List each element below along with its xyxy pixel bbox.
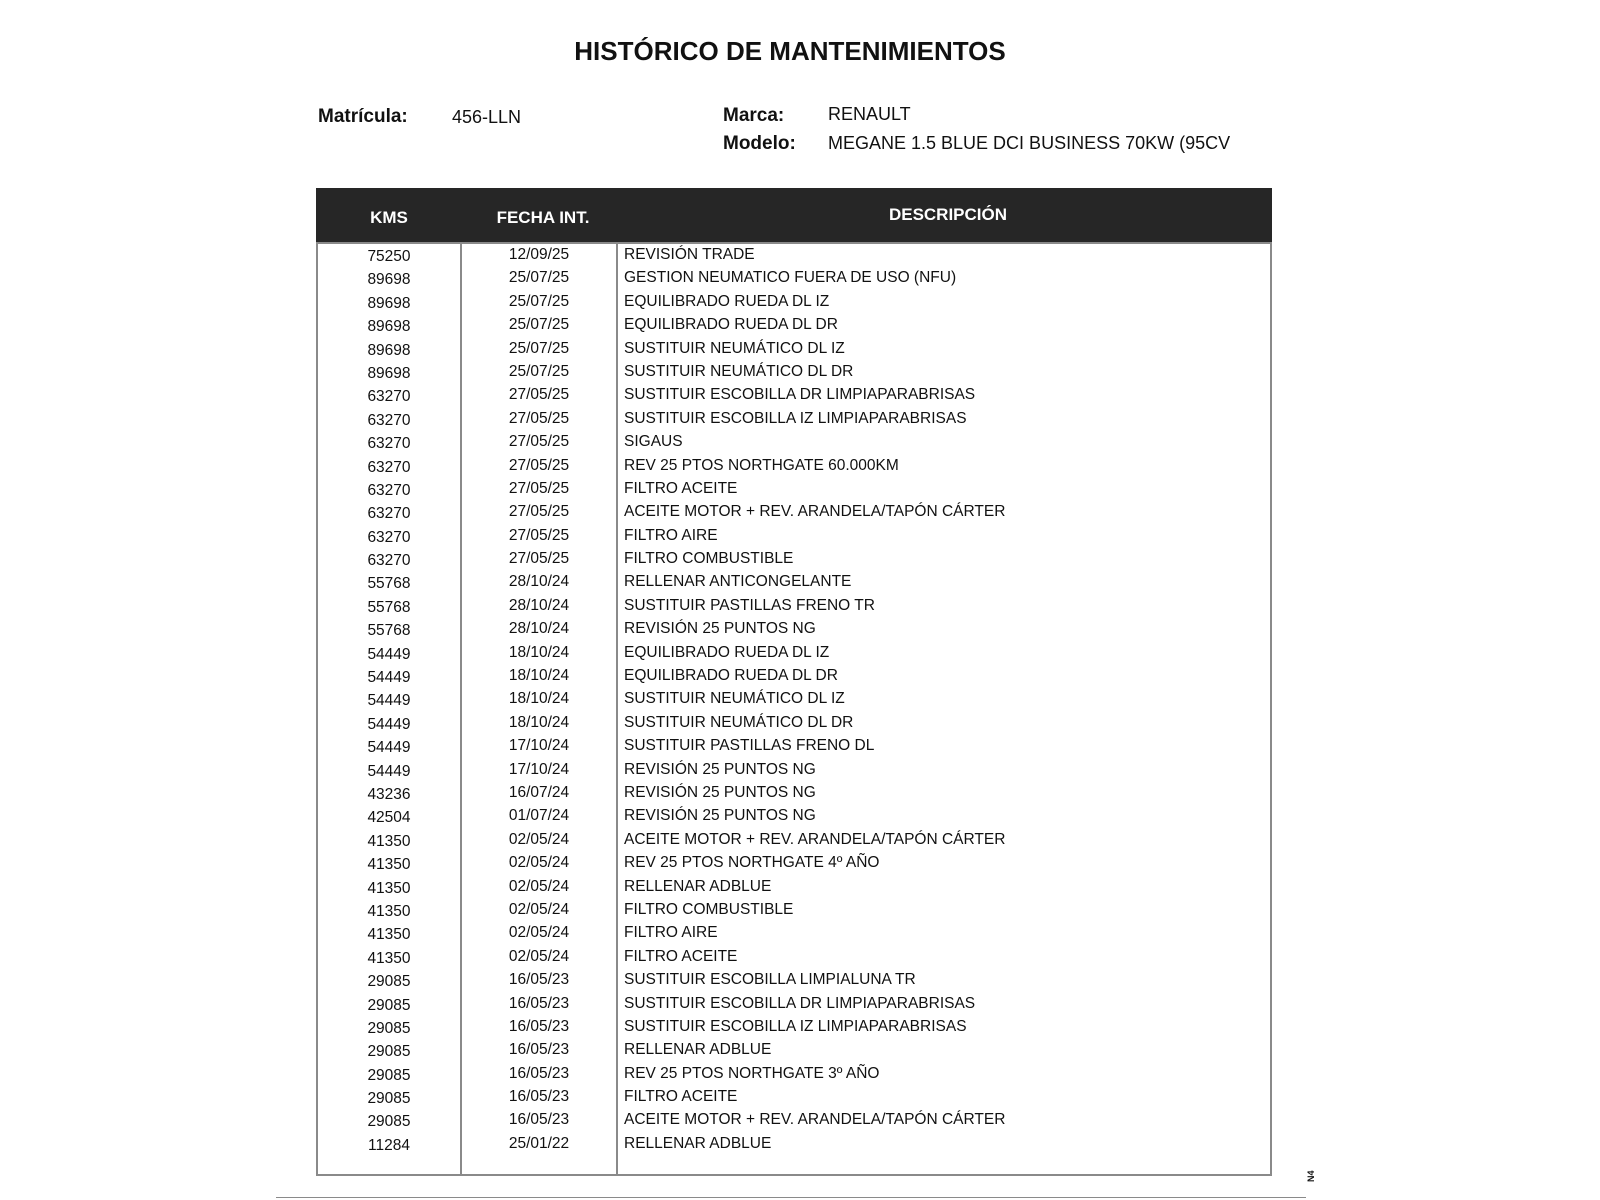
kms-cell: 54449 (367, 715, 411, 733)
side-code: N4 (1306, 1170, 1316, 1182)
table-row (318, 408, 1270, 431)
kms-cell: 63270 (367, 528, 411, 546)
fecha-cell: 17/10/24 (508, 737, 570, 755)
marca-value: RENAULT (828, 104, 911, 124)
table-body (318, 244, 1270, 1156)
fecha-cell: 01/07/24 (508, 807, 570, 825)
descripcion-cell: SUSTITUIR PASTILLAS FRENO TR (624, 596, 875, 614)
table-row (318, 1016, 1270, 1039)
fecha-cell: 16/05/23 (508, 971, 570, 989)
table-row (318, 712, 1270, 735)
descripcion-cell: GESTION NEUMATICO FUERA DE USO (NFU) (624, 269, 957, 287)
kms-cell: 63270 (367, 505, 411, 523)
fecha-cell: 16/05/23 (508, 1041, 570, 1059)
fecha-cell: 02/05/24 (508, 900, 570, 918)
kms-cell: 55768 (367, 598, 411, 616)
table-row (318, 267, 1270, 290)
kms-cell: 89698 (367, 294, 411, 312)
table-row (318, 291, 1270, 314)
fecha-cell: 25/07/25 (508, 269, 570, 287)
kms-cell: 63270 (367, 552, 411, 570)
fecha-cell: 27/05/25 (508, 526, 570, 544)
kms-cell: 63270 (367, 435, 411, 453)
table-row (318, 665, 1270, 688)
fecha-cell: 27/05/25 (508, 503, 570, 521)
kms-cell: 54449 (367, 669, 411, 687)
fecha-cell: 25/07/25 (508, 316, 570, 334)
descripcion-cell: SUSTITUIR ESCOBILLA IZ LIMPIAPARABRISAS (624, 409, 967, 427)
table-row (318, 1039, 1270, 1062)
fecha-cell: 25/01/22 (508, 1134, 570, 1152)
table-row (318, 852, 1270, 875)
descripcion-cell: ACEITE MOTOR + REV. ARANDELA/TAPÓN CÁRTER (624, 503, 1006, 521)
kms-cell: 41350 (367, 856, 411, 874)
fecha-cell: 27/05/25 (508, 550, 570, 568)
fecha-cell: 27/05/25 (508, 456, 570, 474)
kms-cell: 63270 (367, 458, 411, 476)
descripcion-cell: RELLENAR ADBLUE (624, 1041, 772, 1059)
fecha-cell: 16/05/23 (508, 1111, 570, 1129)
fecha-cell: 17/10/24 (508, 760, 570, 778)
descripcion-cell: REVISIÓN 25 PUNTOS NG (624, 783, 816, 801)
kms-cell: 29085 (367, 996, 411, 1014)
table-row (318, 782, 1270, 805)
fecha-cell: 02/05/24 (508, 877, 570, 895)
descripcion-cell: SUSTITUIR ESCOBILLA DR LIMPIAPARABRISAS (624, 994, 976, 1012)
kms-cell: 41350 (367, 832, 411, 850)
kms-cell: 41350 (367, 902, 411, 920)
table-row (318, 946, 1270, 969)
matricula-value: 456-LLN (452, 107, 522, 127)
descripcion-cell: REVISIÓN 25 PUNTOS NG (624, 620, 816, 638)
fecha-cell: 16/05/23 (508, 1017, 570, 1035)
kms-cell: 89698 (367, 341, 411, 359)
kms-cell: 29085 (367, 973, 411, 991)
table-row (318, 618, 1270, 641)
descripcion-cell: RELLENAR ANTICONGELANTE (624, 573, 852, 591)
table-row (318, 969, 1270, 992)
table-row (318, 759, 1270, 782)
fecha-cell: 28/10/24 (508, 573, 570, 591)
fecha-cell: 16/05/23 (508, 1064, 570, 1082)
footer-divider (276, 1197, 1306, 1198)
table-row (318, 244, 1270, 267)
descripcion-cell: ACEITE MOTOR + REV. ARANDELA/TAPÓN CÁRTER (624, 1111, 1006, 1129)
descripcion-cell: SIGAUS (624, 433, 683, 451)
column-header-descripcion: DESCRIPCIÓN (888, 205, 1008, 224)
descripcion-cell: REVISIÓN 25 PUNTOS NG (624, 760, 816, 778)
fecha-cell: 18/10/24 (508, 713, 570, 731)
descripcion-cell: FILTRO ACEITE (624, 1088, 738, 1106)
page-title: HISTÓRICO DE MANTENIMIENTOS (574, 36, 1006, 66)
descripcion-cell: SUSTITUIR ESCOBILLA IZ LIMPIAPARABRISAS (624, 1017, 967, 1035)
kms-cell: 54449 (367, 645, 411, 663)
table-row (318, 688, 1270, 711)
descripcion-cell: FILTRO AIRE (624, 526, 718, 544)
descripcion-cell: EQUILIBRADO RUEDA DL IZ (624, 292, 830, 310)
kms-cell: 55768 (367, 575, 411, 593)
kms-cell: 54449 (367, 739, 411, 757)
kms-cell: 29085 (367, 1113, 411, 1131)
fecha-cell: 02/05/24 (508, 947, 570, 965)
kms-cell: 29085 (367, 1019, 411, 1037)
descripcion-cell: ACEITE MOTOR + REV. ARANDELA/TAPÓN CÁRTER (624, 830, 1006, 848)
kms-cell: 54449 (367, 762, 411, 780)
fecha-cell: 28/10/24 (508, 596, 570, 614)
table-row (318, 642, 1270, 665)
kms-cell: 41350 (367, 949, 411, 967)
column-header-kms: KMS (370, 208, 408, 227)
fecha-cell: 25/07/25 (508, 362, 570, 380)
kms-cell: 89698 (367, 271, 411, 289)
kms-cell: 41350 (367, 879, 411, 897)
kms-cell: 29085 (367, 1043, 411, 1061)
table-row (318, 1109, 1270, 1132)
fecha-cell: 16/05/23 (508, 994, 570, 1012)
kms-cell: 63270 (367, 481, 411, 499)
kms-cell: 42504 (367, 809, 411, 827)
table-row (318, 548, 1270, 571)
fecha-cell: 25/07/25 (508, 292, 570, 310)
table-row (318, 431, 1270, 454)
column-header-fecha: FECHA INT. (496, 208, 590, 227)
fecha-cell: 28/10/24 (508, 620, 570, 638)
table-header (316, 188, 1272, 244)
descripcion-cell: REVISIÓN TRADE (624, 246, 755, 263)
kms-cell: 41350 (367, 926, 411, 944)
kms-cell: 43236 (367, 785, 411, 803)
kms-cell: 63270 (367, 411, 411, 429)
descripcion-cell: RELLENAR ADBLUE (624, 1134, 772, 1152)
fecha-cell: 27/05/25 (508, 409, 570, 427)
kms-cell: 89698 (367, 364, 411, 382)
table-row (318, 876, 1270, 899)
table-row (318, 993, 1270, 1016)
descripcion-cell: FILTRO AIRE (624, 924, 718, 942)
descripcion-cell: FILTRO COMBUSTIBLE (624, 900, 794, 918)
fecha-cell: 16/07/24 (508, 783, 570, 801)
table-row (318, 571, 1270, 594)
fecha-cell: 18/10/24 (508, 667, 570, 685)
descripcion-cell: SUSTITUIR NEUMÁTICO DL IZ (624, 339, 845, 357)
modelo-label: Modelo: (723, 133, 796, 154)
descripcion-cell: SUSTITUIR NEUMÁTICO DL DR (624, 713, 854, 731)
table-row (318, 1063, 1270, 1086)
descripcion-cell: FILTRO ACEITE (624, 479, 738, 497)
descripcion-cell: REVISIÓN 25 PUNTOS NG (624, 807, 816, 825)
table-row (318, 361, 1270, 384)
table-row (318, 829, 1270, 852)
fecha-cell: 18/10/24 (508, 690, 570, 708)
table-row (318, 384, 1270, 407)
fecha-cell: 02/05/24 (508, 830, 570, 848)
kms-cell: 63270 (367, 388, 411, 406)
kms-cell: 75250 (367, 248, 411, 265)
fecha-cell: 25/07/25 (508, 339, 570, 357)
fecha-cell: 27/05/25 (508, 386, 570, 404)
table-row (318, 735, 1270, 758)
fecha-cell: 02/05/24 (508, 924, 570, 942)
descripcion-cell: REV 25 PTOS NORTHGATE 3º AÑO (624, 1064, 880, 1082)
fecha-cell: 27/05/25 (508, 479, 570, 497)
table-row (318, 338, 1270, 361)
descripcion-cell: REV 25 PTOS NORTHGATE 4º AÑO (624, 854, 880, 872)
table-row (318, 899, 1270, 922)
kms-cell: 54449 (367, 692, 411, 710)
table-row (318, 314, 1270, 337)
fecha-cell: 18/10/24 (508, 643, 570, 661)
table-row (318, 525, 1270, 548)
table-row (318, 1133, 1270, 1156)
kms-cell: 29085 (367, 1066, 411, 1084)
kms-cell: 55768 (367, 622, 411, 640)
descripcion-cell: RELLENAR ADBLUE (624, 877, 772, 895)
descripcion-cell: SUSTITUIR PASTILLAS FRENO DL (624, 737, 875, 755)
descripcion-cell: SUSTITUIR NEUMÁTICO DL DR (624, 362, 854, 380)
fecha-cell: 02/05/24 (508, 854, 570, 872)
kms-cell: 11284 (368, 1136, 410, 1154)
descripcion-cell: EQUILIBRADO RUEDA DL DR (624, 667, 838, 685)
descripcion-cell: SUSTITUIR ESCOBILLA LIMPIALUNA TR (624, 971, 916, 989)
maintenance-table (316, 188, 1272, 1176)
table-row (318, 922, 1270, 945)
descripcion-cell: EQUILIBRADO RUEDA DL DR (624, 316, 838, 334)
table-row (318, 501, 1270, 524)
table-row (318, 478, 1270, 501)
fecha-cell: 16/05/23 (508, 1088, 570, 1106)
table-row (318, 805, 1270, 828)
modelo-value: MEGANE 1.5 BLUE DCI BUSINESS 70KW (95CV (828, 133, 1231, 153)
fecha-cell: 27/05/25 (508, 433, 570, 451)
descripcion-cell: REV 25 PTOS NORTHGATE 60.000KM (624, 456, 899, 474)
descripcion-cell: FILTRO COMBUSTIBLE (624, 550, 794, 568)
kms-cell: 29085 (367, 1090, 411, 1108)
fecha-cell: 12/09/25 (508, 246, 570, 263)
descripcion-cell: FILTRO ACEITE (624, 947, 738, 965)
table-row (318, 595, 1270, 618)
marca-label: Marca: (723, 105, 785, 126)
descripcion-cell: SUSTITUIR NEUMÁTICO DL IZ (624, 690, 845, 708)
table-row (318, 455, 1270, 478)
table-row (318, 1086, 1270, 1109)
kms-cell: 89698 (367, 318, 411, 336)
matricula-label: Matrícula: (318, 106, 408, 127)
descripcion-cell: EQUILIBRADO RUEDA DL IZ (624, 643, 830, 661)
descripcion-cell: SUSTITUIR ESCOBILLA DR LIMPIAPARABRISAS (624, 386, 976, 404)
